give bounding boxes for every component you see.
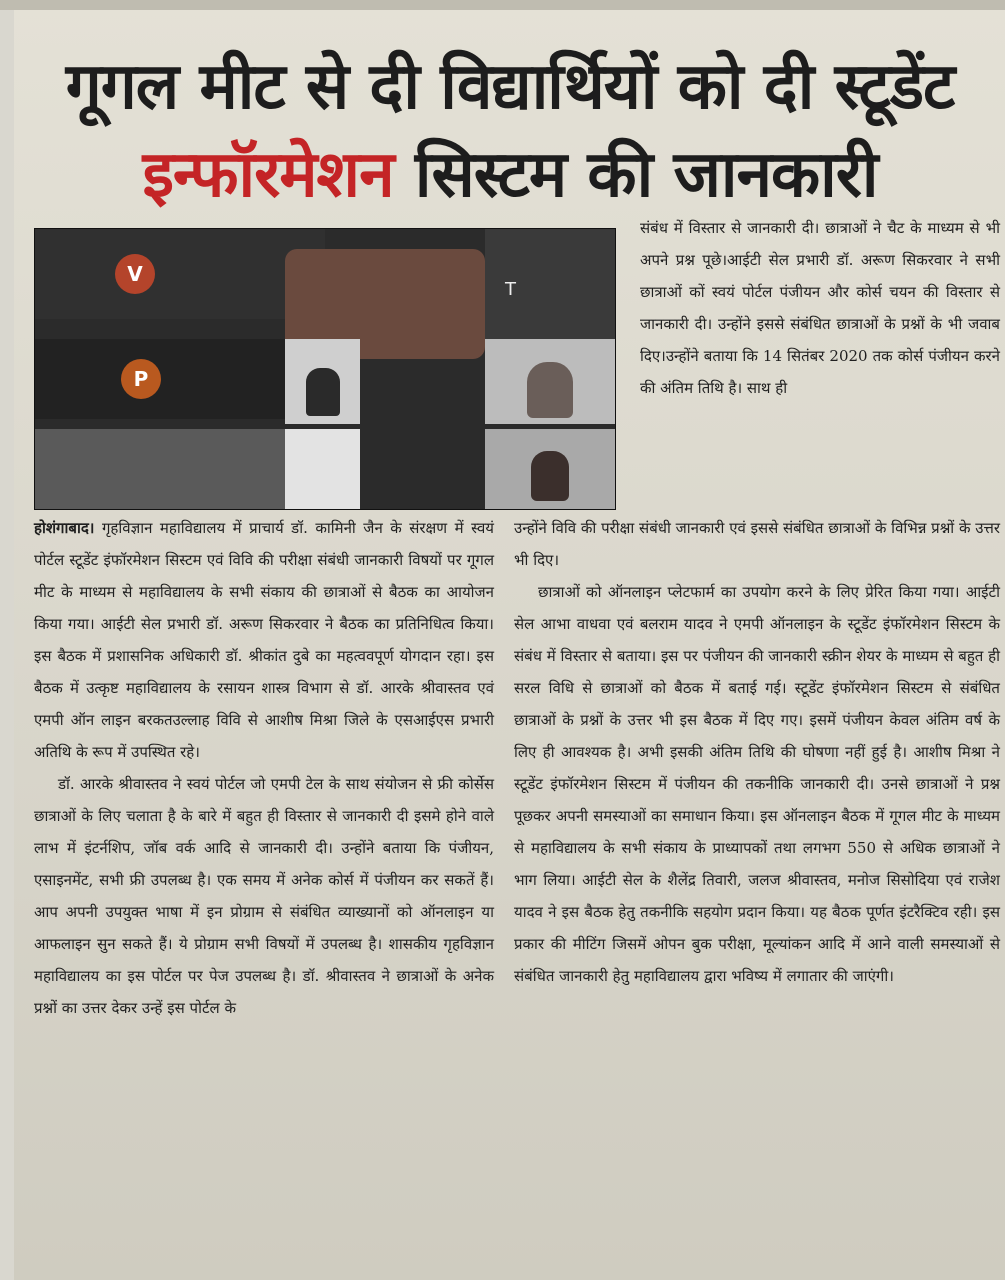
meet-tile-person1 <box>285 339 360 424</box>
meet-tile-v <box>35 229 325 319</box>
meet-tile-dim <box>35 429 285 509</box>
headline-line2 <box>60 128 960 215</box>
avatar-t: T <box>505 279 516 300</box>
person-silhouette <box>527 362 573 418</box>
paragraph: संबंध में विस्तार से जानकारी दी। छात्राओं ने चैट के माध्यम से भी अपने प्रश्न पूछे।आईटी सेल प्रभारी डॉ. अरूण सिकरवार ने सभी छात्राओं कों स्वयं पोर्टल पंजीयन और कोर्स चयन की विस्तार से जानकारी दी। उन्होंने इससे संबंधित छात्राओं के प्रश्नों के भी जवाब दिए।उन्होंने बताया कि 14 सितंबर 2020 तक कोर्स पंजीयन करने की अंतिम तिथि है। साथ ही <box>640 219 1000 397</box>
paragraph-text: गृहविज्ञान महाविद्यालय में प्राचार्य डॉ. कामिनी जैन के संरक्षण में स्वयं पोर्टल स्टूडेंट इंफॉरमेशन सिस्टम एवं विवि की परीक्षा संबंधी जानकारी विषयों पर गूगल मीट के माध्यम से महाविद्यालय के सभी संकाय की छात्राओं से बैठक का आयोजन किया गया। आईटी सेल प्रभारी डॉ. अरूण सिकरवार ने बैठक का प्रतिनिधित्व किया। इस बैठक में प्रशासनिक अधिकारी डॉ. श्रीकांत दुबे का महत्ववपूर्ण योगदान रहा। इस बैठक में उत्कृष्ट महाविद्यालय के रसायन शास्त्र विभाग से डॉ. आरके श्रीवास्तव एवं एमपी ऑन लाइन बरकतउल्लाह विवि से आशीष मिश्रा जिले के एसआईएस प्रभारी अतिथि के रूप में उपस्थित रहे। <box>34 519 494 761</box>
avatar-v: V <box>115 254 155 294</box>
person-silhouette <box>531 451 569 501</box>
headline-line2-rest: सिस्टम की जानकारी <box>393 138 878 212</box>
meet-tile-p <box>35 339 285 419</box>
paragraph: उन्होंने विवि की परीक्षा संबंधी जानकारी एवं इससे संबंधित छात्राओं के विभिन्न प्रश्नों के उत्तर भी दिए। <box>514 519 1000 569</box>
person-silhouette <box>306 368 340 416</box>
article-column-right <box>514 512 1000 992</box>
meet-tile-blank <box>285 429 360 509</box>
paragraph: डॉ. आरके श्रीवास्तव ने स्वयं पोर्टल जो एमपी टेल के साथ संयोजन से फ्री कोर्सेस छात्राओं के लिए चलाता है के बारे में बहुत ही विस्तार से जानकारी दी इसमे होने वाले लाभ में इंटर्नशिप, जॉब वर्क आदि से जानकारी दी। उन्होंने बताया कि पंजीयन, एसाइनमेंट, सभी फ्री उपलब्ध है। एक समय में अनेक कोर्स में पंजीयन कर सकतें हैं। आप अपनी उपयुक्त भाषा में इन प्रोग्राम से संबंधित व्याख्यानों को ऑनलाइन या आफलाइन सुन सकते हैं। ये प्रोग्राम सभी विषयों में उपलब्ध है। शासकीय गृहविज्ञान महाविद्यालय का इस पोर्टल पर पेज उपलब्ध है। डॉ. श्रीवास्तव ने छात्राओं के अनेक प्रश्नों का उत्तर देकर उन्हें इस पोर्टल के <box>34 775 494 1017</box>
meet-tile-person2 <box>485 339 615 424</box>
article-column-left <box>34 512 494 1024</box>
paragraph <box>34 512 494 768</box>
article-column-top-right <box>640 212 1000 404</box>
meet-tile-t <box>485 229 615 339</box>
google-meet-photo <box>34 228 616 510</box>
headline-red-word: इन्फॉरमेशन <box>142 138 394 212</box>
paragraph: छात्राओं को ऑनलाइन प्लेटफार्म का उपयोग करने के लिए प्रेरित किया गया। आईटी सेल आभा वाधवा एवं बलराम यादव ने एमपी ऑनलाइन के स्टूडेंट इंफॉरमेशन सिस्टम के संबंध में विस्तार से बताया। इस पर पंजीयन की जानकारी स्क्रीन शेयर के माध्यम से बहुत ही सरल विधि से छात्राओं को बैठक में बताई गई। स्टूडेंट इंफॉरमेशन सिस्टम से संबंधित छात्राओं के प्रश्नों के उत्तर भी इस बैठक में दिए गए। इसमें पंजीयन केवल अंतिम वर्ष के लिए ही आवश्यक है। अभी इसकी अंतिम तिथि की घोषणा नहीं हुई है। आशीष मिश्रा ने स्टूडेंट इंफॉरमेशन सिस्टम में पंजीयन की तकनीकि जानकारी दी। उनसे छात्राओं ने प्रश्न पूछकर अपनी समस्याओं का समाधान किया। इस ऑनलाइन बैठक में गूगल मीट के माध्यम से महाविद्यालय के सभी संकाय के प्राध्यापकों तथा लगभग 550 से अधिक छात्राओं ने भाग लिया। आईटी सेल के शैलेंद्र तिवारी, जलज श्रीवास्तव, मनोज सिसोदिया एवं राजेश यादव ने इस बैठक हेतु तकनीकि सहयोग प्रदान किया। यह बैठक पूर्णत इंटरैक्टिव रही। इस प्रकार की मीटिंग जिसमें ओपन बुक परीक्षा, मूल्यांकन आदि में आने वाली समस्याओं से संबंधित जानकारी हेतु महाविद्यालय द्वारा भविष्य में लगातार की जाएंगी। <box>514 583 1000 985</box>
headline-line1: गूगल मीट से दी विद्यार्थियों को दी स्टूडेंट <box>65 50 955 124</box>
top-border <box>0 0 1005 10</box>
dateline: होशंगाबाद। <box>34 519 95 537</box>
avatar-p: P <box>121 359 161 399</box>
meet-tile-person3 <box>485 429 615 509</box>
